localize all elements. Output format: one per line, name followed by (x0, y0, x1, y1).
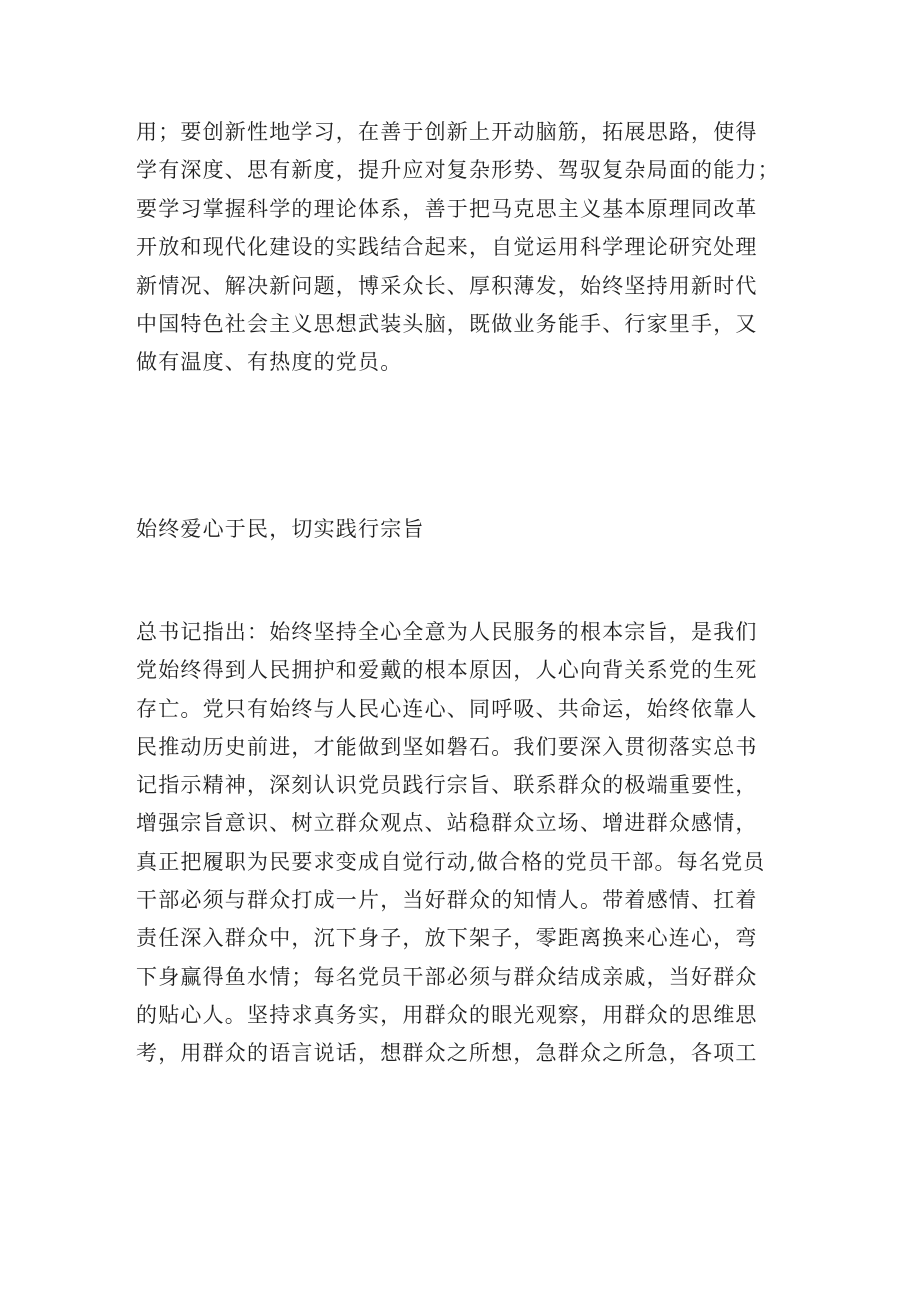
paragraph-line: 增强宗旨意识、树立群众观点、站稳群众立场、增进群众感情， (136, 811, 758, 836)
paragraph-line: 党始终得到人民拥护和爱戴的根本原因，人心向背关系党的生死 (136, 658, 758, 683)
paragraph-1 (136, 113, 796, 382)
paragraph-line: 的贴心人。坚持求真务实，用群众的眼光观察，用群众的思维思 (136, 1002, 758, 1027)
paragraph-line: 民推动历史前进，才能做到坚如磐石。我们要深入贯彻落实总书 (136, 734, 758, 759)
paragraph-line: 存亡。党只有始终与人民心连心、同呼吸、共命运，始终依靠人 (136, 696, 758, 721)
paragraph-line: 干部必须与群众打成一片，当好群众的知情人。带着感情、扛着 (136, 888, 758, 913)
paragraph-line: 开放和现代化建设的实践结合起来，自觉运用科学理论研究处理 (136, 235, 758, 260)
paragraph-line: 真正把履职为民要求变成自觉行动,做合格的党员干部。每名党员 (136, 849, 766, 874)
paragraph-2 (136, 613, 796, 1073)
paragraph-line: 下身赢得鱼水情；每名党员干部必须与群众结成亲戚，当好群众 (136, 964, 758, 989)
section-heading (136, 510, 796, 548)
paragraph-line: 责任深入群众中，沉下身子，放下架子，零距离换来心连心，弯 (136, 926, 758, 951)
paragraph-line: 考，用群众的语言说话，想群众之所想，急群众之所急，各项工 (136, 1041, 758, 1066)
section-heading-text: 始终爱心于民，切实践行宗旨 (136, 517, 425, 541)
paragraph-line: 总书记指出：始终坚持全心全意为人民服务的根本宗旨，是我们 (136, 620, 758, 644)
paragraph-line: 新情况、解决新问题，博采众长、厚积薄发，始终坚持用新时代 (136, 273, 758, 298)
paragraph-line: 中国特色社会主义思想武装头脑，既做业务能手、行家里手，又 (136, 311, 758, 336)
paragraph-line: 记指示精神，深刻认识党员践行宗旨、联系群众的极端重要性， (136, 773, 758, 798)
paragraph-line: 学有深度、思有新度，提升应对复杂形势、驾驭复杂局面的能力； (136, 158, 780, 183)
paragraph-line: 要学习掌握科学的理论体系，善于把马克思主义基本原理同改革 (136, 196, 758, 221)
paragraph-line: 用；要创新性地学习，在善于创新上开动脑筋，拓展思路，使得 (136, 120, 758, 144)
paragraph-line: 做有温度、有热度的党员。 (136, 350, 403, 375)
